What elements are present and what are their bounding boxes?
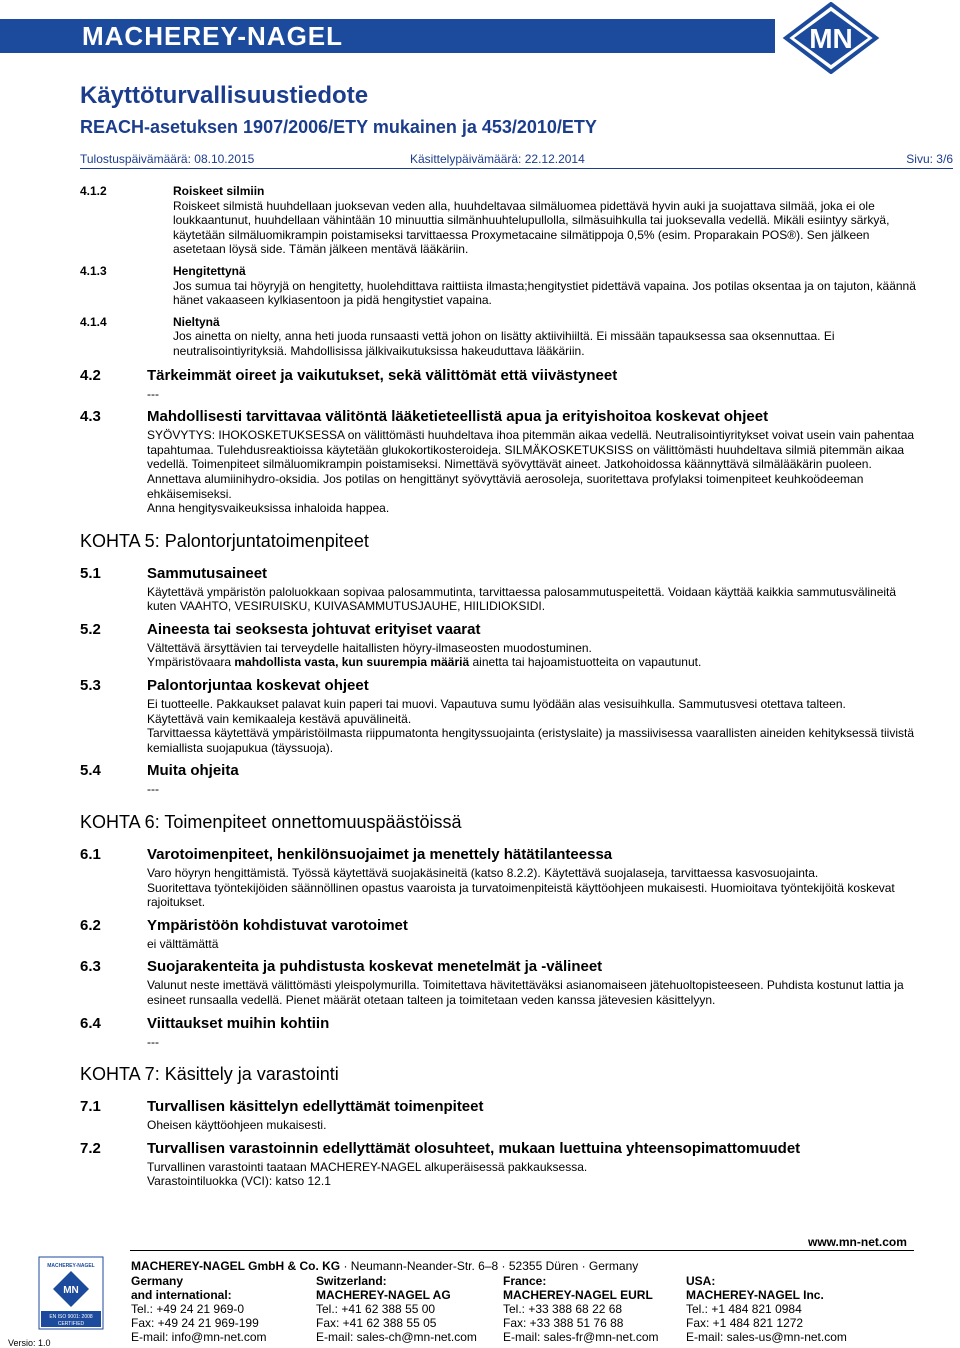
section-number: 5.3	[80, 677, 101, 695]
section-7-2	[80, 1139, 918, 1189]
section-5-1	[80, 564, 918, 614]
section-text: Käytettävä ympäristön paloluokkaan sopivaa palosammutinta, tarvittaessa palosammutuspeitettä. Voidaan käyttää kaikkia sammutusvälineitä kuten VAAHTO, VESIRUISKU, KUIVASAMMUTUSJAUHE, HIILIDIOKSIDI.	[147, 584, 897, 614]
section-title: Turvallisen käsittelyn edellyttämät toimenpiteet	[147, 1098, 484, 1116]
section-text: Valunut neste imettävä välittömästi yleispolymurilla. Toimitettava hävitettäväksi asianomaiseen jätehuoltopisteeseen. Puhdista kostunut lattia ja esineet runsaalla vedellä. Pienet määrät otetaan talteen ja toimitetaan veden kanssa jätevesien käsittelyyn.	[147, 978, 904, 1007]
cert-line-1: EN ISO 9001: 2008	[49, 1314, 93, 1320]
cert-line-2: CERTIFIED	[57, 1321, 85, 1327]
header-bar	[0, 0, 960, 68]
process-date: Käsittelypäivämäärä: 22.12.2014	[410, 152, 585, 166]
contact-subheading: MACHEREY-NAGEL EURL	[503, 1288, 653, 1302]
section-title: Varotoimenpiteet, henkilönsuojaimet ja menettely hätätilanteessa	[147, 846, 613, 864]
version-label: Versio: 1.0	[8, 1338, 51, 1348]
contact-fax: Fax: +41 62 388 55 05	[316, 1316, 437, 1330]
section-text: ---	[147, 386, 159, 401]
contact-switzerland	[316, 1274, 477, 1344]
contact-subheading: MACHEREY-NAGEL Inc.	[686, 1288, 824, 1302]
section-text: Varo höyryn hengittämistä. Työssä käytettävä suojakäsineitä (katso 8.2.2). Käytettävä suojalaseja, tarvittaessa kasvosuojainta.	[147, 866, 819, 881]
contact-email[interactable]: E-mail: sales-us@mn-net.com	[686, 1330, 847, 1344]
section-text-3: Tarvittaessa käytettävä ympäristöilmasta riippumatonta hengityssuojainta (eristyslaite) ja massiivisessa vaarallisten aineiden kehityksessä tiivistä kemiallista suojapukua (täyssuoja).	[147, 726, 914, 755]
section-text: Ei tuotteelle. Pakkaukset palavat kuin paperi tai muovi. Vapautuva sumu lyödään alas vesisuihkulla. Sammutusvesi otettava talteen.	[147, 697, 846, 712]
section-title: Turvallisen varastoinnin edellyttämät olosuhteet, mukaan luettuina yhteensopimattomuudet	[147, 1139, 801, 1157]
company-name: MACHEREY-NAGEL GmbH & Co. KG	[131, 1259, 341, 1273]
section-4-2	[80, 366, 918, 402]
section-number: 4.1.2	[80, 184, 107, 198]
text-part: Ympäristövaara	[147, 655, 235, 670]
mn-logo-icon	[782, 2, 880, 74]
header-rule	[80, 168, 953, 169]
section-text: Turvallinen varastointi taataan MACHEREY-NAGEL alkuperäisessä pakkauksessa.	[147, 1159, 588, 1174]
section-text: ---	[147, 1034, 159, 1049]
section-number: 5.2	[80, 620, 101, 638]
section-text: ei välttämättä	[147, 936, 219, 951]
section-number: 6.3	[80, 958, 101, 976]
section-text: Oheisen käyttöohjeen mukaisesti.	[147, 1118, 327, 1133]
cert-brand: MACHEREY-NAGEL	[47, 1263, 95, 1269]
section-number: 6.4	[80, 1014, 101, 1032]
section-number: 4.1.3	[80, 263, 107, 278]
company-address: · Neumann-Neander-Str. 6–8 · 52355 Düren · Germany	[340, 1259, 639, 1273]
section-number: 6.2	[80, 916, 101, 934]
footer	[0, 1230, 960, 1348]
section-text-2: Suoritettava työntekijöiden säännöllinen opastus vaaroista ja turvatoimenpiteistä käyttöohjeen mukaisesti. Huomioitava työntekijöitä koskevat rajoitukset.	[147, 880, 895, 910]
section-number: 5.1	[80, 564, 101, 582]
section-5-3	[80, 676, 918, 755]
website-link[interactable]: www.mn-net.com	[808, 1235, 907, 1249]
section-4-1-2	[80, 184, 918, 257]
section-title: Suojarakenteita ja puhdistusta koskevat menetelmät ja -välineet	[147, 958, 603, 976]
section-title: Nieltynä	[173, 314, 220, 329]
contact-heading: Germany	[131, 1274, 184, 1288]
section-number: 5.4	[80, 762, 101, 780]
section-4-1-3	[80, 264, 918, 308]
section-text: Roiskeet silmistä huuhdellaan juoksevan veden alla, huuhdeltavaa silmäluomea pidettävä hyvin auki ja suojattava silmää, joka ei ole loukkaantunut, huuhdellaan vähintään 10 minuuttia silmänhuuhtelupullolla, silmäsuihkulla tai juoksevalla vedellä. Mikäli esiintyy särkyä, käytetään silmäluomikrampin poistamiseksi tarvittaessa Proxymetacaine silmätippoja 0,5% (esim. Proparakain POS®). Sen jälkeen asetetaan löysä side. Tämän jälkeen mentävä lääkäriin.	[173, 198, 890, 257]
contact-germany	[131, 1274, 267, 1344]
section-text-2	[147, 655, 918, 670]
section-number: 7.1	[80, 1098, 101, 1116]
section-text-2: Käytettävä vain kemikaaleja kestävä apuvälineitä.	[147, 711, 412, 726]
section-4-1-4	[80, 315, 918, 359]
contact-fax: Fax: +33 388 51 76 88	[503, 1316, 624, 1330]
logo-text: MN	[809, 23, 853, 54]
kohta-6-heading: KOHTA 6: Toimenpiteet onnettomuuspäästöissä	[80, 812, 462, 833]
text-part: ainetta tai hajoamistuotteita on vapautunut.	[469, 655, 702, 670]
document-body	[80, 184, 918, 1195]
section-text: SYÖVYTYS: IHOKOSKETUKSESSA on välittömästi huuhdeltava ihoa pitemmän aikaa vedellä. Neutralisointiyritykset voivat usein vain pahentaa tapahtumaa. Tulehdusreaktioissa käytetään glukokortikosteroideja. SILMÄKOSKETUKSISS on välittömästi huuhdeltava silmiä pitemmän aikaa vedellä. Toimenpiteet silmäluomikrampin poistamiseksi. Nimettävä syövyttävät aineet. Jatkohoidossa käännyttävä silmälääkärin puoleen. Annettava alumiinihydro-oksidia. Jos potilas on hengittänyt syövyttäviä aerosoleja, suoritettava profylaksi toimenpiteet keuhkoödeeman ehkäisemiseksi.	[147, 428, 915, 501]
section-number: 4.3	[80, 408, 101, 426]
contact-subheading: and international:	[131, 1288, 232, 1302]
contact-france	[503, 1274, 659, 1344]
kohta-5-heading: KOHTA 5: Palontorjuntatoimenpiteet	[80, 530, 369, 551]
section-6-1	[80, 845, 918, 910]
section-6-2	[80, 916, 918, 952]
section-5-4	[80, 761, 918, 797]
section-text: Vältettävä ärsyttävien tai terveydelle haitallisten höyry-ilmaseosten muodostuminen.	[147, 640, 592, 655]
contact-fax: Fax: +1 484 821 1272	[686, 1316, 804, 1330]
section-title: Ympäristöön kohdistuvat varotoimet	[147, 916, 408, 934]
footer-rule	[130, 1250, 914, 1251]
section-title: Tärkeimmät oireet ja vaikutukset, sekä välittömät että viivästyneet	[147, 366, 618, 384]
contact-heading: France:	[503, 1274, 547, 1288]
contact-usa	[686, 1274, 847, 1344]
contact-tel: Tel.: +49 24 21 969-0	[131, 1302, 245, 1316]
contact-email[interactable]: E-mail: sales-ch@mn-net.com	[316, 1330, 477, 1344]
contact-tel: Tel.: +1 484 821 0984	[686, 1302, 802, 1316]
section-title: Sammutusaineet	[147, 564, 268, 582]
document-title: Käyttöturvallisuustiedote	[80, 82, 369, 109]
section-text-2: Anna hengitysvaikeuksissa inhaloida happea.	[147, 501, 390, 516]
section-7-1	[80, 1097, 918, 1133]
section-6-4	[80, 1014, 918, 1050]
section-6-3	[80, 957, 918, 1007]
contact-fax: Fax: +49 24 21 969-199	[131, 1316, 259, 1330]
section-title: Roiskeet silmiin	[173, 184, 265, 198]
contact-subheading: MACHEREY-NAGEL AG	[316, 1288, 451, 1302]
section-title: Muita ohjeita	[147, 762, 239, 780]
section-number: 4.2	[80, 366, 101, 384]
page-number: Sivu: 3/6	[906, 152, 953, 166]
cert-logo-text: MN	[63, 1285, 79, 1296]
section-title: Hengitettynä	[173, 263, 246, 278]
section-title: Viittaukset muihin kohtiin	[147, 1014, 330, 1032]
kohta-7-heading: KOHTA 7: Käsittely ja varastointi	[80, 1064, 339, 1085]
company-line	[131, 1259, 638, 1273]
contact-heading: USA:	[686, 1274, 716, 1288]
contact-tel: Tel.: +33 388 68 22 68	[503, 1302, 623, 1316]
section-text: Jos ainetta on nielty, anna heti juoda runsaasti vettä johon on lisätty aktiivihiiltä. Ei missään tapauksessa saa oksennuttaa. Ei neutralisointiyrityksiä. Mahdollisissa jälkivaikutuksissa hakeuduttava lääkäriin.	[173, 329, 835, 358]
section-text: Jos sumua tai höyryjä on hengitetty, huolehdittava raittiista ilmasta;hengitystiet pidettävä vapaina. Jos potilas oksentaa ja on tajuton, käännä hänet vakaaseen kylkiasentoon ja pidä hengitystiet vapaina.	[173, 278, 916, 308]
contact-tel: Tel.: +41 62 388 55 00	[316, 1302, 436, 1316]
section-text-2: Varastointiluokka (VCI): katso 12.1	[147, 1174, 331, 1189]
contact-heading: Switzerland:	[316, 1274, 387, 1288]
print-date: Tulostuspäivämäärä: 08.10.2015	[80, 152, 255, 166]
section-title: Mahdollisesti tarvittavaa välitöntä lääketieteellistä apua ja erityishoitoa koskevat ohjeet	[147, 408, 769, 426]
brand-name: MACHEREY-NAGEL	[82, 21, 344, 51]
section-number: 4.1.4	[80, 314, 107, 329]
section-number: 7.2	[80, 1139, 101, 1157]
text-part-bold: mahdollista vasta, kun suurempia määriä	[234, 655, 470, 670]
document-subtitle: REACH-asetuksen 1907/2006/ETY mukainen ja 453/2010/ETY	[80, 117, 597, 137]
iso-certification-seal-icon	[38, 1256, 104, 1330]
section-number: 6.1	[80, 846, 101, 864]
contact-email[interactable]: E-mail: info@mn-net.com	[131, 1330, 267, 1344]
section-5-2	[80, 620, 918, 670]
section-4-3	[80, 407, 918, 516]
contact-email[interactable]: E-mail: sales-fr@mn-net.com	[503, 1330, 659, 1344]
section-title: Aineesta tai seoksesta johtuvat erityiset vaarat	[147, 620, 481, 638]
section-title: Palontorjuntaa koskevat ohjeet	[147, 677, 369, 695]
section-text: ---	[147, 782, 159, 797]
